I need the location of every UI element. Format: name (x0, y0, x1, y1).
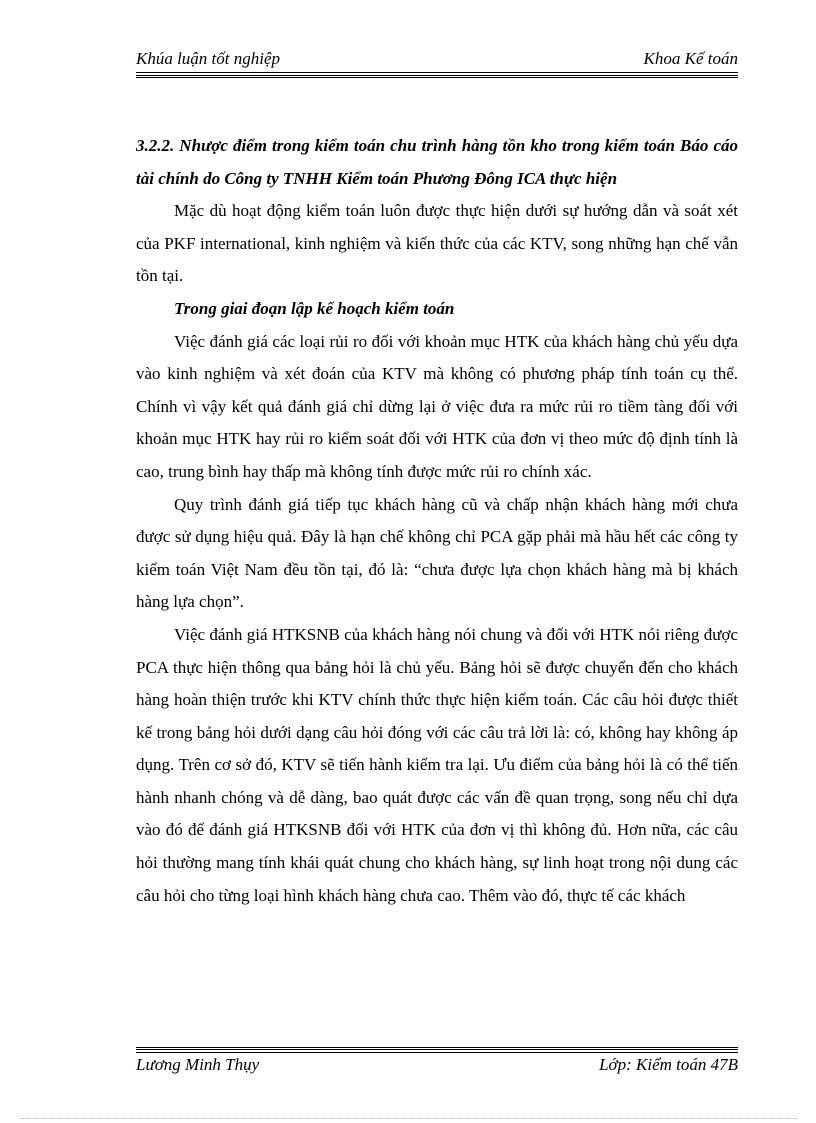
header-thesis-label: Khúa luận tốt nghiệp (136, 49, 281, 68)
header-rule (136, 72, 738, 78)
page-edge-divider (20, 1118, 796, 1119)
subsection-heading: Trong giai đoạn lập kế hoạch kiểm toán (174, 298, 455, 318)
footer-rule (136, 1047, 738, 1053)
header-department-label: Khoa Kế toán (643, 49, 738, 68)
footer-author-name: Lương Minh Thụy (136, 1055, 260, 1074)
page-footer (136, 1055, 738, 1079)
paragraph-intro: Mặc dù hoạt động kiểm toán luôn được thực hiện dưới sự hướng dẫn và soát xét của PKF international, kinh nghiệm và kiến thức của các KTV, song những hạn chế vẫn tồn tại. (136, 201, 738, 286)
paragraph-internal-control: Việc đánh giá HTKSNB của khách hàng nói chung và đối với HTK nói riêng được PCA thực hiện thông qua bảng hỏi là chủ yếu. Bảng hỏi sẽ được chuyển đến cho khách hàng hoàn thiện trước khi KTV chính thức thực hiện kiểm toán. Các câu hỏi được thiết kế trong bảng hỏi dưới dạng câu hỏi đóng với các câu trả lời là: có, không hay không áp dụng. Trên cơ sở đó, KTV sẽ tiến hành kiểm tra lại. Ưu điểm của bảng hỏi là có thể tiến hành nhanh chóng và dễ dàng, bao quát được các vấn đề quan trọng, song nếu chỉ dựa vào đó để đánh giá HTKSNB đối với HTK của đơn vị thì không đủ. Hơn nữa, các câu hỏi thường mang tính khái quát chung cho khách hàng, sự linh hoạt trong nội dung các câu hỏi cho từng loại hình khách hàng chưa cao. Thêm vào đó, thực tế các khách (136, 624, 738, 905)
page-header (136, 49, 738, 73)
paragraph-risk-assessment: Việc đánh giá các loại rủi ro đối với khoản mục HTK của khách hàng chủ yếu dựa vào kinh nghiệm và xét đoán của KTV mà không có phương pháp tính toán cụ thể. Chính vì vậy kết quả đánh giá chỉ dừng lại ở việc đưa ra mức rủi ro tiềm tàng đối với khoản mục HTK hay rủi ro kiểm soát đối với HTK của đơn vị theo mức độ định tính là cao, trung bình hay thấp mà không tính được mức rủi ro chính xác. (136, 331, 738, 481)
paragraph-client-acceptance: Quy trình đánh giá tiếp tục khách hàng cũ và chấp nhận khách hàng mới chưa được sử dụng hiệu quả. Đây là hạn chế không chỉ PCA gặp phải mà hầu hết các công ty kiểm toán Việt Nam đều tồn tại, đó là: “chưa được lựa chọn khách hàng mà bị khách hàng lựa chọn”. (136, 494, 738, 612)
document-body (136, 130, 738, 912)
section-heading: 3.2.2. Nhược điểm trong kiểm toán chu trình hàng tồn kho trong kiểm toán Báo cáo tài chính do Công ty TNHH Kiểm toán Phương Đông ICA thực hiện (136, 136, 738, 188)
footer-class-label: Lớp: Kiểm toán 47B (599, 1055, 738, 1074)
